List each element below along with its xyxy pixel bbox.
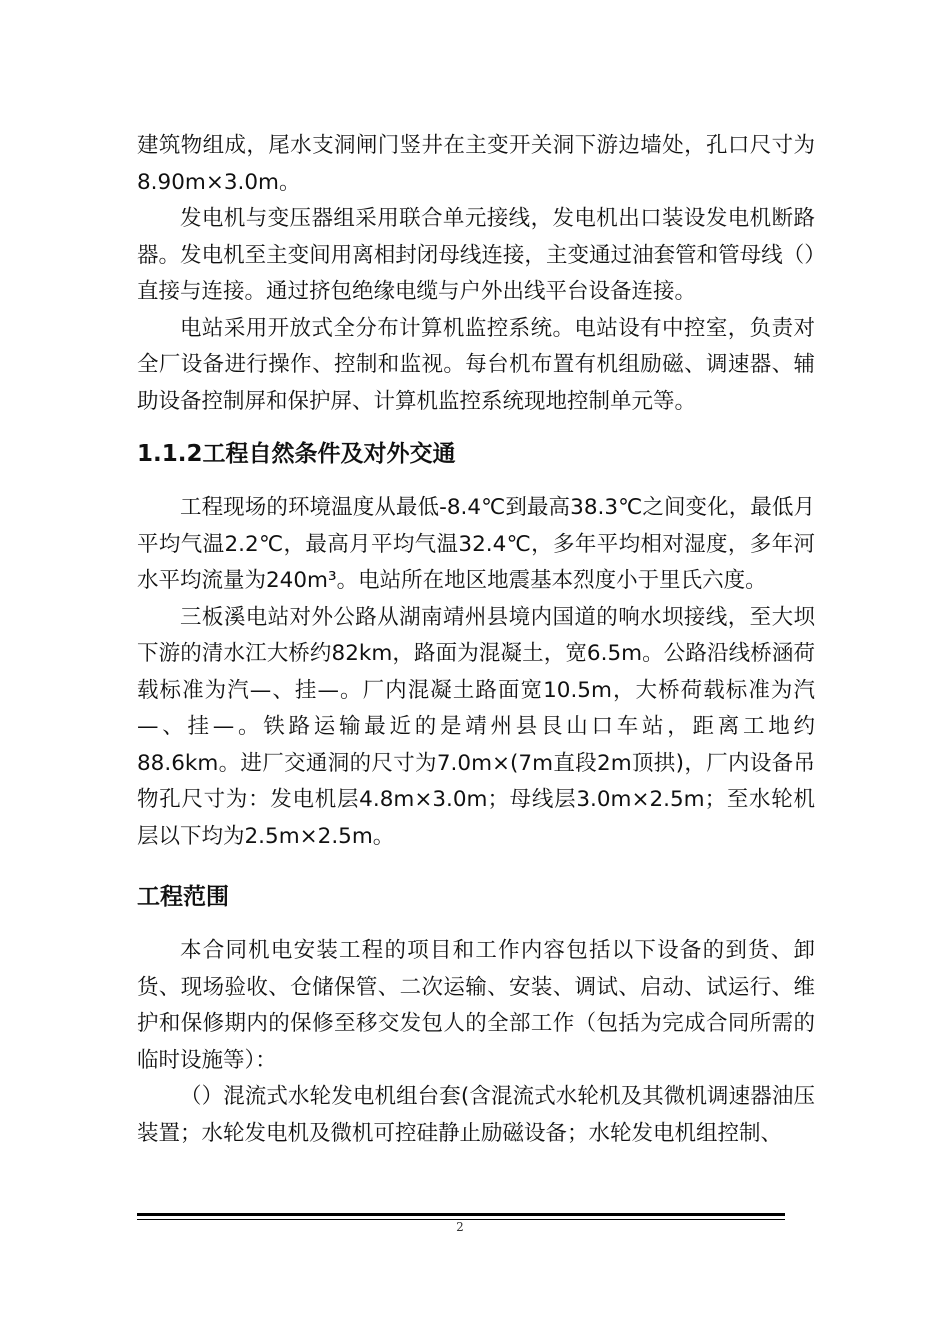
section-heading-scope: 工程范围 xyxy=(137,884,229,910)
paragraph-transport: 三板溪电站对外公路从湖南靖州县境内国道的响水坝接线，至大坝下游的清水江大桥约82km，路面为混凝土，宽6.5m。公路沿线桥涵荷载标准为汽—、挂—。厂内混凝土路面宽10.5m，大桥荷载标准为汽—、挂—。铁路运输最近的是靖州县艮山口车站，距离工地约88.6km。进厂交通洞的尺寸为7.0m×(7m直段2m顶拱)，厂内设备吊物孔尺寸为：发电机层4.8m×3.0m；母线层3.0m×2.5m；至水轮机层以下均为2.5m×2.5m。 xyxy=(137,604,815,849)
paragraph-scope-item-1: （）混流式水轮发电机组台套(含混流式水轮机及其微机调速器油压装置；水轮发电机及微机可控硅静止励磁设备；水轮发电机组控制、 xyxy=(137,1084,815,1146)
paragraph-climate: 工程现场的环境温度从最低-8.4℃到最高38.3℃之间变化，最低月平均气温2.2℃，最高月平均气温32.4℃，多年平均相对湿度，多年河水平均流量为240m³。电站所在地区地震基本烈度小于里氏六度。 xyxy=(137,495,815,593)
paragraph-scope-intro: 本合同机电安装工程的项目和工作内容包括以下设备的到货、卸货、现场验收、仓储保管、二次运输、安装、调试、启动、试运行、维护和保修期内的保修至移交发包人的全部工作（包括为完成合同所需的临时设施等）： xyxy=(137,938,815,1073)
paragraph-generator-wiring: 发电机与变压器组采用联合单元接线，发电机出口装设发电机断路器。发电机至主变间用离相封闭母线连接，主变通过油套管和管母线（）直接与连接。通过挤包绝缘电缆与户外出线平台设备连接。 xyxy=(137,206,815,304)
section-heading-natural-conditions: 1.1.2工程自然条件及对外交通 xyxy=(137,441,456,467)
page-number: 2 xyxy=(456,1220,464,1234)
paragraph-intro-continued: 建筑物组成，尾水支洞闸门竖井在主变开关洞下游边墙处，孔口尺寸为8.90m×3.0m。 xyxy=(137,133,815,195)
document-body xyxy=(137,128,815,1152)
footer-rule-thick xyxy=(137,1213,785,1216)
paragraph-monitoring-system: 电站采用开放式全分布计算机监控系统。电站设有中控室，负责对全厂设备进行操作、控制和监视。每台机布置有机组励磁、调速器、辅助设备控制屏和保护屏、计算机监控系统现地控制单元等。 xyxy=(137,315,815,414)
